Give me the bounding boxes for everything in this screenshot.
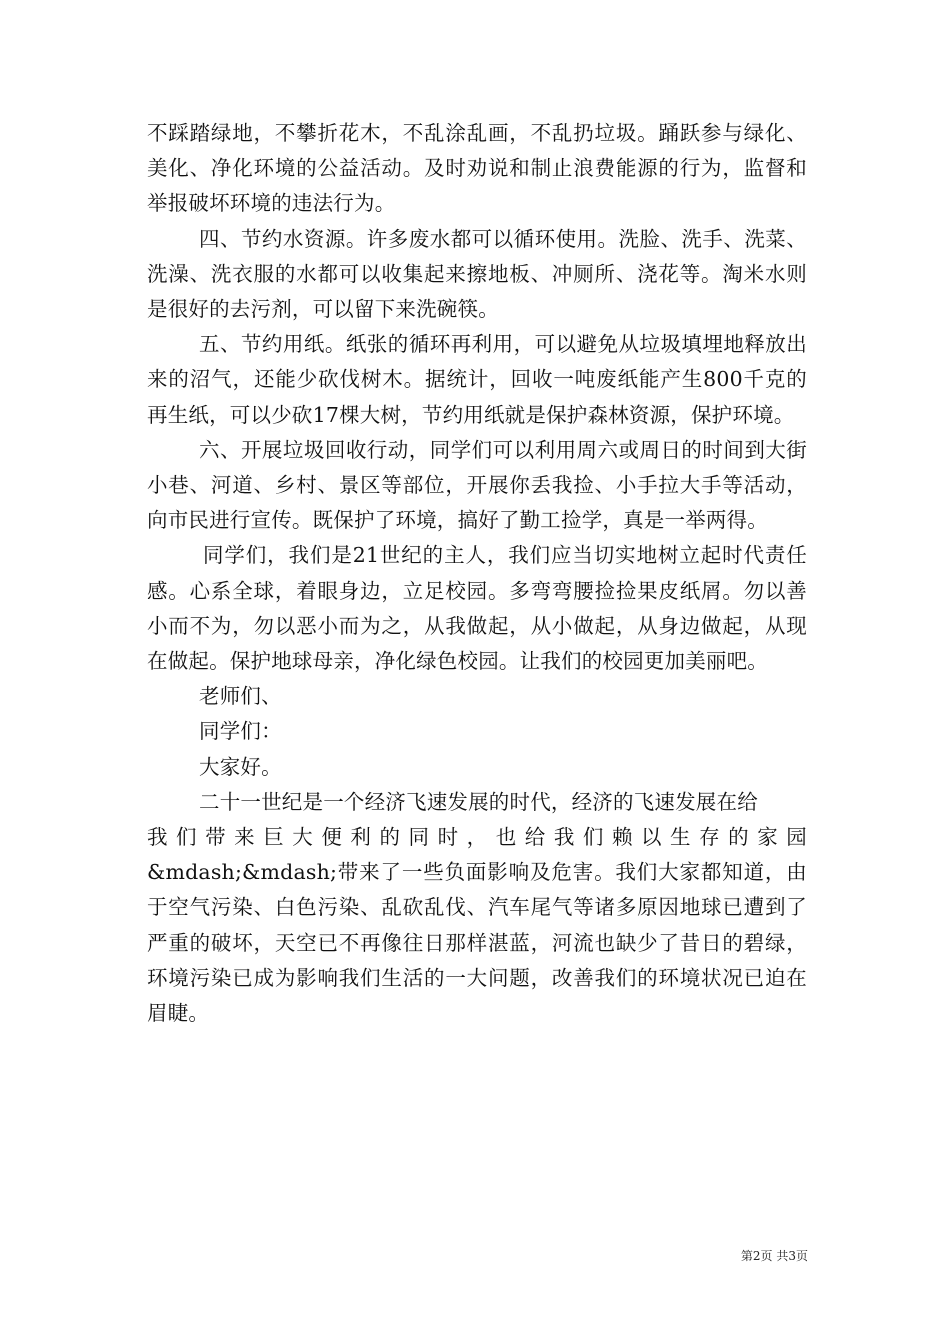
- paragraph-21st-century-line-1: 二十一世纪是一个经济飞速发展的时代，经济的飞速发展在给: [199, 789, 758, 814]
- paragraph-environment-conduct: 不踩踏绿地，不攀折花木，不乱涂乱画，不乱扔垃圾。踊跃参与绿化、美化、净化环境的公益活动。及时劝说和制止浪费能源的行为，监督和举报破坏环境的违法行为。: [147, 121, 807, 216]
- salutation-teachers: 老师们、: [199, 684, 282, 709]
- salutation-students: 同学们：: [199, 719, 282, 744]
- paragraph-save-water: 四、节约水资源。许多废水都可以循环使用。洗脸、洗手、洗菜、洗澡、洗衣服的水都可以收集起来擦地板、冲厕所、浇花等。淘米水则是很好的去污剂，可以留下来洗碗筷。: [147, 226, 807, 322]
- paragraph-21st-century-line-2: 我们带来巨大便利的同时，也给我们赖以生存的家园: [147, 825, 807, 850]
- paragraph-21st-century-rest: &mdash;&mdash;带来了一些负面影响及危害。我们大家都知道，由于空气污染、白色污染、乱砍乱伐、汽车尾气等诸多原因地球已遭到了严重的破坏，天空已不再像往日那样湛蓝，河流也缺少了昔日的碧绿，环境污染已成为影响我们生活的一大问题，改善我们的环境状况已迫在眉睫。: [147, 860, 807, 1026]
- paragraph-recycling-action: 六、开展垃圾回收行动，同学们可以利用周六或周日的时间到大街小巷、河道、乡村、景区等部位，开展你丢我捡、小手拉大手等活动，向市民进行宣传。既保护了环境，搞好了勤工捡学，真是一举两得。: [147, 437, 807, 533]
- document-body: [147, 116, 807, 1031]
- paragraph-call-to-action: 同学们，我们是21世纪的主人，我们应当切实地树立起时代责任感。心系全球，着眼身边，立足校园。多弯弯腰捡捡果皮纸屑。勿以善小而不为，勿以恶小而为之，从我做起，从小做起，从身边做起，从现在做起。保护地球母亲，净化绿色校园。让我们的校园更加美丽吧。: [147, 543, 807, 674]
- greeting: 大家好。: [199, 754, 282, 779]
- paragraph-save-paper: 五、节约用纸。纸张的循环再利用，可以避免从垃圾填埋地释放出来的沼气，还能少砍伐树木。据统计，回收一吨废纸能产生800千克的再生纸，可以少砍17棵大树，节约用纸就是保护森林资源，保护环境。: [147, 332, 807, 427]
- page-number-footer: 第2页 共3页: [740, 1249, 808, 1263]
